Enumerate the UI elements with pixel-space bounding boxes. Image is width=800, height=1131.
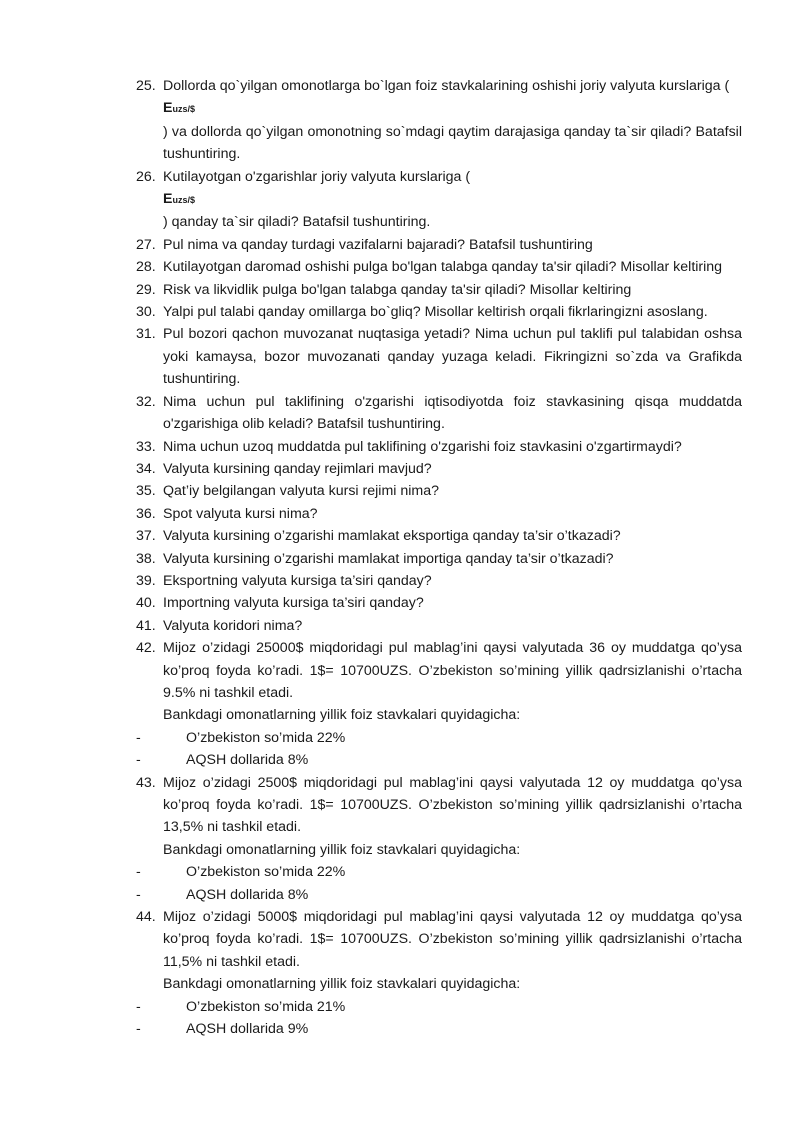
item-number: 35. <box>136 483 156 500</box>
list-item: 43. Mijoz o’zidagi 2500$ miqdoridagi pul mablag’ini qaysi valyutada 12 oy muddatga qo’ysa ko’proq foyda ko’radi. 1$= 10700UZS. O’zbekiston so’mining yillik qadrsizlanishi o’rtacha 13,5% ni tashkil etadi. Bankdagi omonatlarning yillik foiz stavkalari quyidagicha: - O’zbekiston so’mida 22% - AQSH dollarida 8% <box>136 772 742 906</box>
list-item: 42. Mijoz o’zidagi 25000$ miqdoridagi pul mablag’ini qaysi valyutada 36 oy muddatga qo’ysa ko’proq foyda ko’radi. 1$= 10700UZS. O’zbekiston so’mining yillik qadrsizlanishi o’rtacha 9.5% ni tashkil etadi. Bankdagi omonatlarning yillik foiz stavkalari quyidagicha: - O’zbekiston so’mida 22% - AQSH dollarida 8% <box>136 637 742 771</box>
list-item: 27. Pul nima va qanday turdagi vazifalarni bajaradi? Batafsil tushuntiring <box>136 234 742 256</box>
rate-line: - O’zbekiston so’mida 22% <box>136 729 346 746</box>
rate-line: - AQSH dollarida 8% <box>136 886 309 903</box>
item-number: 42. <box>136 640 156 657</box>
item-number: 32. <box>136 393 156 410</box>
item-number: 34. <box>136 460 156 477</box>
list-item: 31. Pul bozori qachon muvozanat nuqtasiga yetadi? Nima uchun pul taklifi pul talabidan oshsa yoki kamaysa, bozor muvozanati qanday yuzaga keladi. Fikringizni so`zda va Grafikda tushuntiring. <box>136 323 742 390</box>
list-item: 29. Risk va likvidlik pulga bo'lgan talabga qanday ta'sir qiladi? Misollar keltiring <box>136 279 742 301</box>
item-number: 26. <box>136 168 156 185</box>
list-item: 30. Yalpi pul talabi qanday omillarga bo`gliq? Misollar keltirish orqali fikrlaringizni asoslang. <box>136 301 742 323</box>
item-number: 40. <box>136 595 156 612</box>
rate-line: - O’zbekiston so’mida 22% <box>136 864 346 881</box>
list-item: 25. Dollorda qo`yilgan omonotlarga bo`lgan foiz stavkalarining oshishi joriy valyuta kurslariga ( Euzs/$ ) va dollorda qo`yilgan omonotning so`mdagi qaytim darajasiga qanday ta`sir qiladi? Batafsil tushuntiring. <box>136 75 742 166</box>
list-item: 36. Spot valyuta kursi nima? <box>136 503 742 525</box>
item-number: 29. <box>136 281 156 298</box>
item-number: 33. <box>136 438 156 455</box>
list-item: 33. Nima uchun uzoq muddatda pul taklifining o'zgarishi foiz stavkasini o'zgartirmaydi? <box>136 436 742 458</box>
rates-intro: Bankdagi omonatlarning yillik foiz stavkalari quyidagicha: <box>163 976 521 993</box>
list-item: 38. Valyuta kursining o’zgarishi mamlakat importiga qanday ta’sir o’tkazadi? <box>136 548 742 570</box>
rates-intro: Bankdagi omonatlarning yillik foiz stavkalari quyidagicha: <box>163 707 521 724</box>
item-number: 31. <box>136 326 156 343</box>
item-number: 27. <box>136 236 156 253</box>
item-number: 28. <box>136 259 156 276</box>
item-number: 44. <box>136 909 156 926</box>
item-number: 38. <box>136 550 156 567</box>
list-item: 35. Qat’iy belgilangan valyuta kursi rejimi nima? <box>136 480 742 502</box>
rate-line: - O’zbekiston so’mida 21% <box>136 998 346 1015</box>
list-item: 26. Kutilayotgan o'zgarishlar joriy valyuta kurslariga ( Euzs/$ ) qanday ta`sir qiladi? Batafsil tushuntiring. <box>136 166 742 234</box>
item-number: 25. <box>136 78 156 94</box>
item-number: 36. <box>136 505 156 522</box>
question-list <box>136 75 742 1040</box>
item-number: 43. <box>136 774 156 791</box>
item-number: 41. <box>136 617 156 634</box>
rate-line: - AQSH dollarida 9% <box>136 1021 309 1038</box>
list-item: 28. Kutilayotgan daromad oshishi pulga bo'lgan talabga qanday ta'sir qiladi? Misollar keltiring <box>136 256 742 278</box>
list-item: 39. Eksportning valyuta kursiga ta’siri qanday? <box>136 570 742 592</box>
list-item: 44. Mijoz o’zidagi 5000$ miqdoridagi pul mablag’ini qaysi valyutada 12 oy muddatga qo’ysa ko’proq foyda ko’radi. 1$= 10700UZS. O’zbekiston so’mining yillik qadrsizlanishi o’rtacha 11,5% ni tashkil etadi. Bankdagi omonatlarning yillik foiz stavkalari quyidagicha: - O’zbekiston so’mida 21% - AQSH dollarida 9% <box>136 906 742 1040</box>
item-number: 39. <box>136 572 156 589</box>
item-number: 30. <box>136 304 156 321</box>
list-item: 34. Valyuta kursining qanday rejimlari mavjud? <box>136 458 742 480</box>
item-number: 37. <box>136 528 156 545</box>
rate-line: - AQSH dollarida 8% <box>136 752 309 769</box>
list-item: 40. Importning valyuta kursiga ta’siri qanday? <box>136 592 742 614</box>
list-item: 32. Nima uchun pul taklifining o'zgarishi iqtisodiyotda foiz stavkasining qisqa muddatda o'zgarishiga olib keladi? Batafsil tushuntiring. <box>136 391 742 436</box>
list-item: 37. Valyuta kursining o’zgarishi mamlakat eksportiga qanday ta’sir o’tkazadi? <box>136 525 742 547</box>
list-item: 41. Valyuta koridori nima? <box>136 615 742 637</box>
rates-intro: Bankdagi omonatlarning yillik foiz stavkalari quyidagicha: <box>163 841 521 858</box>
